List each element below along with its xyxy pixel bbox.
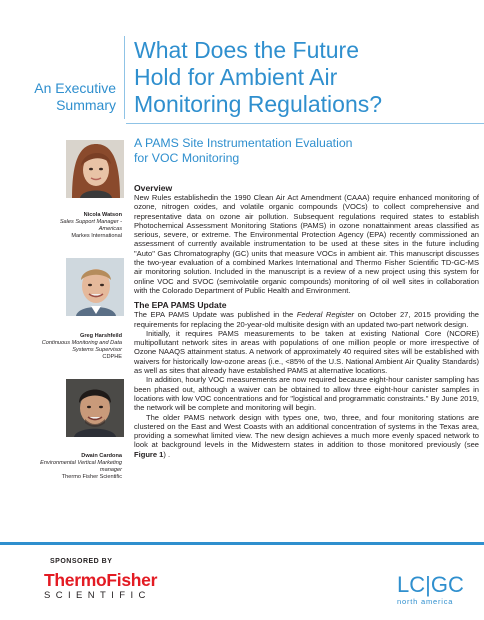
federal-register-ref: Federal Register <box>296 310 355 320</box>
subtitle-line-1: A PAMS Site Instrumentation Evaluation <box>134 136 353 150</box>
epa-paragraph-1 <box>134 310 479 329</box>
subtitle-line-2: for VOC Monitoring <box>134 151 240 165</box>
epa-paragraph-3: In addition, hourly VOC measurements are now required because eight-hour canister sampling has been phased out, although a waiver can be obtained to allow three eight-hour canister samples in locations with low VOC concentrations and for "logistical and programmatic constraints." By June 2019, the network will be complete and monitoring will begin. <box>134 375 479 413</box>
person-2-org: CDPHE <box>102 353 122 360</box>
person-1-name: Nicola Watson <box>83 212 122 218</box>
side-label-line-2: Summary <box>56 97 116 113</box>
portrait-photo-3 <box>66 379 124 437</box>
epa-p1-text-a: The EPA PAMS Update was published in the <box>134 310 297 320</box>
lcgc-north-america: north america <box>397 597 454 606</box>
page-subtitle <box>134 136 434 166</box>
lcgc-wordmark: LC|GC <box>397 572 464 597</box>
section-heading-overview: Overview <box>134 183 173 193</box>
person-2-role-line-2: Systems Supervisor <box>72 346 122 353</box>
person-2-name: Greg Harshfeild <box>80 333 122 339</box>
page-title <box>134 37 479 118</box>
figure-1-ref: Figure 1 <box>134 449 164 459</box>
caption-person-1 <box>6 212 122 240</box>
thermo-fisher-logo <box>44 571 194 601</box>
person-3-org: Thermo Fisher Scientific <box>61 473 122 480</box>
article-body <box>134 183 479 459</box>
sponsored-by-label: SPONSORED BY <box>50 558 113 565</box>
side-label-line-1: An Executive <box>34 80 116 96</box>
portrait-photo-1 <box>66 140 124 198</box>
person-2-role-line-1: Continuous Monitoring and Data <box>41 339 122 346</box>
person-3-role-line-1: Environmental Vertical Marketing <box>40 459 122 466</box>
header-divider-vertical <box>124 36 125 119</box>
header-divider-horizontal <box>126 123 484 124</box>
person-1-role-line-2: Americas <box>98 225 122 232</box>
section-heading-epa-pams-update: The EPA PAMS Update <box>134 300 227 311</box>
portrait-photo-2 <box>66 258 124 316</box>
epa-p1-text-b: on October 27, 2015 providing the requirements for replacing the 20-year-old multisite design with an updated two-part network design. <box>134 310 479 329</box>
lcgc-logo <box>397 573 481 606</box>
person-1-role-line-1: Sales Support Manager - <box>59 218 122 225</box>
epa-p4-text-b: ) . <box>163 449 171 459</box>
footer-rule <box>0 542 484 545</box>
epa-paragraph-2: Initially, it requires PAMS measurements to be taken at existing National Core (NCORE) multipollutant network sites in areas with populations of one million people or more irrespective of Ozone NAAQS attainment status. A network of approximately 40 required sites will be established with waivers for historically low-ozone areas (i.e., <85% of the U.S. National Ambient Air Quality Standards) as well as sites that already have established PAMS at alternative locations. <box>134 328 479 376</box>
title-line-2: Hold for Ambient Air <box>134 64 338 90</box>
person-1-org: Markes International <box>71 232 122 239</box>
caption-person-3 <box>6 453 122 481</box>
caption-person-2 <box>6 333 122 361</box>
executive-summary-label <box>8 80 116 114</box>
person-3-name: Dwain Cardona <box>81 453 122 459</box>
epa-paragraph-4 <box>134 413 479 459</box>
epa-p4-text-a: The older PAMS network design with types one, two, three, and four monitoring stations are clustered on the East and West Coasts with an additional concentration of systems in the Texas area, providing a somewhat limited view. The new design achieves a much more evenly spaced network to look at background levels in the Midwestern states in addition to those monitored previously (see <box>134 412 479 450</box>
person-3-role-line-2: manager <box>99 466 122 473</box>
logo-word-scientific: SCIENTIFIC <box>44 590 151 601</box>
logo-word-thermofisher: ThermoFisher <box>44 570 158 590</box>
title-line-3: Monitoring Regulations? <box>134 91 383 117</box>
title-line-1: What Does the Future <box>134 37 359 63</box>
overview-paragraph: New Rules establishedin the 1990 Clean Air Act Amendment (CAAA) require enhanced monitoring of ozone, nitrogen oxides, and volatile organic compounds (VOCs) to collect comprehensive and representative data on ozone air pollution. Subsequent regulations required states to establish Photochemical Assessment Monitoring Stations (PAMS) in ozone nonattainment areas classified as serious, severe, or extreme. The Environmental Protection Agency (EPA) recently commissioned an assessment of currently available instrumentation to be used at these sites in the future including "Auto" Gas Chromatography (GC) units that measure VOCs in ambient air. This manuscript discusses the two-year evaluation of a combined Markes International and Thermo Fisher Scientific TD-GC-MS air monitoring solution. Included in the manuscript is a review of a new project using this system for online VOC and SVOC (semivolatile organic compounds) monitoring of oil well sites in collaboration with the Colorado Department of Public Health and Environment. <box>134 193 479 295</box>
